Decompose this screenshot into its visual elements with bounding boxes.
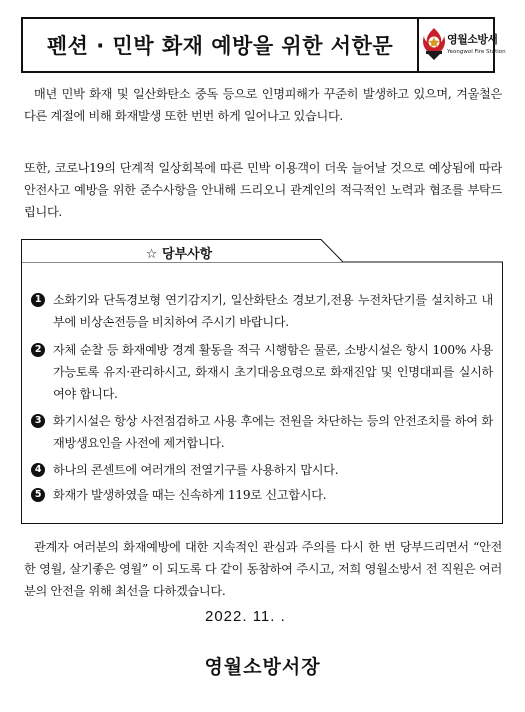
- intro-paragraph-2: 또한, 코로나19의 단계적 일상회복에 따른 민박 이용객이 더욱 늘어날 것으로 예상됨에 따라 안전사고 예방을 위한 준수사항을 안내해 드리오니 관계인의 적극적인 노력과 협조를 부탁드립니다.: [24, 161, 502, 219]
- logo-english-name: Yeongwol Fire Station: [447, 49, 506, 55]
- notice-item-text: 화기시설은 항상 사전점검하고 사용 후에는 전원을 차단하는 등의 안전조치를 하여 화재방생요인을 사전에 제거합니다.: [53, 414, 493, 450]
- notice-item-text: 하나의 콘센트에 여러개의 전열기구를 사용하지 맙시다.: [53, 463, 339, 477]
- fire-emblem-icon: [422, 27, 446, 61]
- notice-item: [31, 484, 493, 506]
- notice-item: [31, 289, 493, 333]
- closing-paragraph: 관계자 여러분의 화재예방에 대한 지속적인 관심과 주의를 다시 한 번 당부드리면서 “안전한 영월, 살기좋은 영월” 이 되도록 다 같이 동참하여 주시고, 저희 영월소방서 전 직원은 여러분의 안전을 위해 최선을 다하겠습니다.: [24, 540, 502, 598]
- notice-item: [31, 410, 493, 454]
- intro-paragraph-1: 매년 민박 화재 및 일산화탄소 중독 등으로 인명피해가 꾸준히 발생하고 있으며, 겨울철은 다른 계절에 비해 화재발생 또한 번번 하게 일어나고 있습니다.: [24, 87, 502, 123]
- number-1-icon: 1: [31, 293, 45, 307]
- signature: 영월소방서장: [204, 656, 321, 678]
- notice-item-text: 소화기와 단독경보형 연기감지기, 일산화탄소 경보기,전용 누전차단기를 설치하고 내부에 비상손전등을 비치하여 주시기 바랍니다.: [53, 293, 493, 329]
- notice-item-text: 자체 순찰 등 화재예방 경계 활동을 적극 시행함은 물론, 소방시설은 항시 100% 사용가능토록 유지·관리하시고, 화재시 초기대응요령으로 화재진압 및 인명대피를 실시하여야 합니다.: [53, 343, 493, 401]
- document-title: 펜션 · 민박 화재 예방을 위한 서한문: [46, 34, 394, 58]
- fire-station-logo: [420, 19, 506, 71]
- notice-item-text: 화재가 발생하였을 때는 신속하게 119로 신고합시다.: [53, 488, 327, 502]
- notice-section: [21, 239, 503, 524]
- document-date: 2022. 11. .: [205, 608, 286, 625]
- logo-name: 영월소방서: [447, 33, 498, 46]
- notice-item: [31, 459, 493, 481]
- number-3-icon: 3: [31, 414, 45, 428]
- notice-heading: ☆ 당부사항: [145, 247, 213, 262]
- title-box: [21, 17, 506, 73]
- number-4-icon: 4: [31, 463, 45, 477]
- number-2-icon: 2: [31, 343, 45, 357]
- title-divider: [417, 19, 419, 71]
- number-5-icon: 5: [31, 488, 45, 502]
- notice-item: [31, 339, 493, 405]
